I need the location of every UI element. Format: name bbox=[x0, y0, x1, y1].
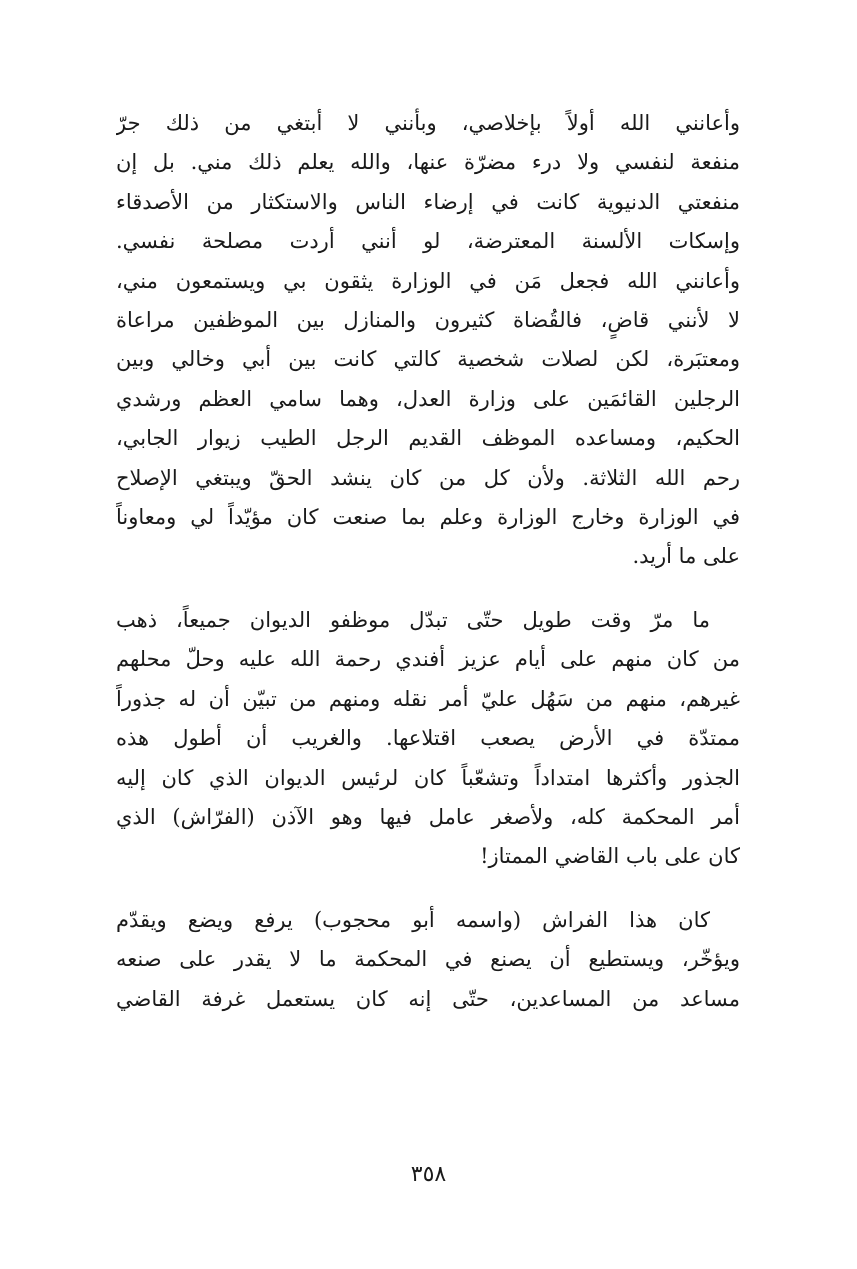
paragraph-1 bbox=[116, 104, 740, 577]
text-line: الحكيم، ومساعده الموظف القديم الرجل الطيب زيوار الجابي، bbox=[116, 426, 740, 451]
text-line: ما مرّ وقت طويل حتّى تبدّل موظفو الديوان جميعاً، ذهب bbox=[116, 607, 710, 632]
text-line: وإسكات الألسنة المعترضة، لو أنني أردت مصلحة نفسي. bbox=[116, 229, 740, 254]
text-line: منفعتي الدنيوية كانت في إرضاء الناس والاستكثار من الأصدقاء bbox=[116, 189, 740, 214]
text-line: كان على باب القاضي الممتاز! bbox=[480, 844, 740, 869]
text-line: رحم الله الثلاثة. ولأن كل من كان ينشد الحقّ ويبتغي الإصلاح bbox=[116, 465, 740, 490]
text-line: مساعد من المساعدين، حتّى إنه كان يستعمل غرفة القاضي bbox=[116, 986, 740, 1011]
paragraph-3 bbox=[116, 901, 740, 1019]
text-line: في الوزارة وخارج الوزارة وعلم بما صنعت كان مؤيّداً لي ومعاوناً bbox=[116, 505, 740, 530]
text-line: ومعتبَرة، لكن لصلات شخصية كالتي كانت بين أبي وخالي وبين bbox=[116, 347, 740, 372]
paragraph-2 bbox=[116, 601, 740, 877]
text-line: من كان منهم على أيام عزيز أفندي رحمة الله عليه وحلّ محلهم bbox=[116, 647, 740, 672]
text-line: وأعانني الله فجعل مَن في الوزارة يثقون بي ويستمعون مني، bbox=[116, 268, 740, 293]
text-line: ويؤخّر، ويستطيع أن يصنع في المحكمة ما لا يقدر على صنعه bbox=[116, 947, 740, 972]
text-line: الجذور وأكثرها امتداداً وتشعّباً كان لرئيس الديوان الذي كان إليه bbox=[116, 765, 740, 790]
book-page bbox=[116, 104, 740, 1224]
body-text bbox=[116, 104, 740, 1019]
text-line: غيرهم، منهم من سَهُل عليّ أمر نقله ومنهم من تبيّن أن له جذوراً bbox=[116, 686, 740, 711]
text-line: وأعانني الله أولاً بإخلاصي، وبأنني لا أبتغي من ذلك جرّ bbox=[116, 111, 740, 135]
text-line: أمر المحكمة كله، ولأصغر عامل فيها وهو الآذن (الفرّاش) الذي bbox=[116, 804, 740, 829]
text-line: على ما أريد. bbox=[632, 544, 740, 569]
page-number: ٣٥٨ bbox=[410, 1162, 447, 1187]
text-line: ممتدّة في الأرض يصعب اقتلاعها. والغريب أن أطول هذه bbox=[116, 726, 740, 751]
text-line: لا لأنني قاضٍ، فالقُضاة كثيرون والمنازل بين الموظفين مراعاة bbox=[116, 308, 740, 333]
text-line: الرجلين القائمَين على وزارة العدل، وهما سامي العظم ورشدي bbox=[116, 386, 740, 411]
text-line: كان هذا الفراش (واسمه أبو محجوب) يرفع ويضع ويقدّم bbox=[116, 907, 710, 932]
text-line: منفعة لنفسي ولا درء مضرّة عنها، والله يعلم ذلك مني. بل إن bbox=[116, 150, 740, 175]
